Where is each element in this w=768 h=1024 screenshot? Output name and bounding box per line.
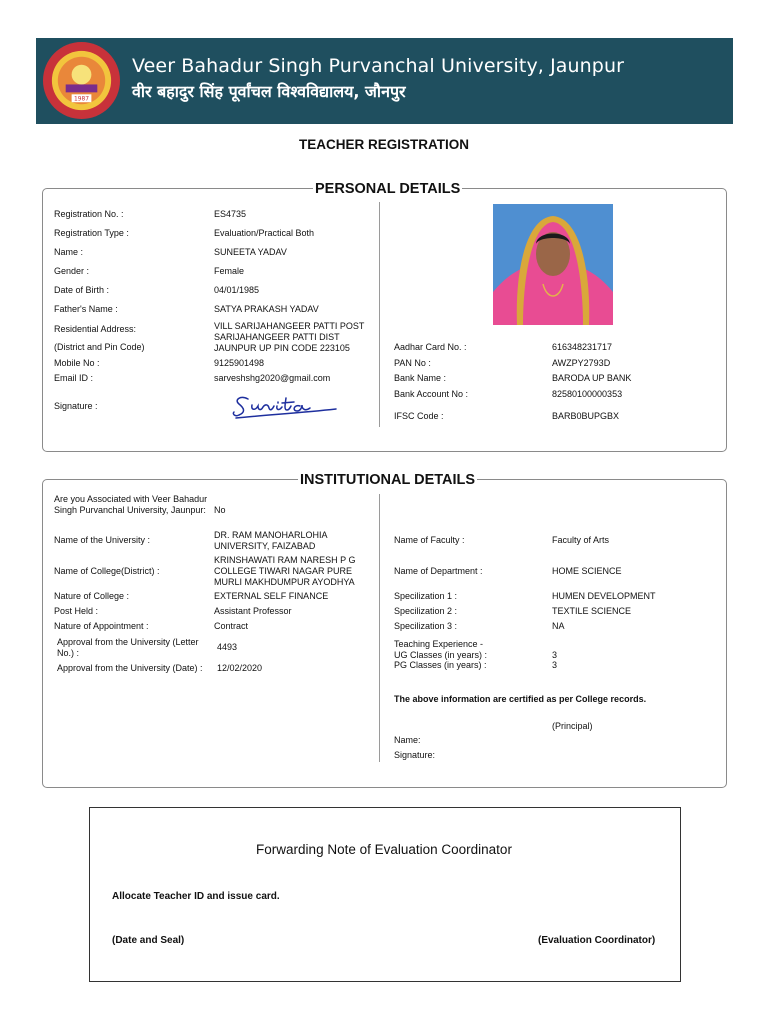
mobile-value: 9125901498 — [214, 358, 265, 368]
department-label: Name of Department : — [394, 566, 483, 576]
father-name-label: Father's Name : — [54, 304, 118, 314]
bank-name-label: Bank Name : — [394, 373, 447, 383]
mobile-label: Mobile No : — [54, 358, 100, 368]
address-value: VILL SARIJAHANGEER PATTI POST SARIJAHANGEER PATTI DIST JAUNPUR UP PIN CODE 223105 — [214, 321, 365, 353]
name-value: SUNEETA YADAV — [214, 247, 287, 257]
svg-text:1987: 1987 — [73, 96, 90, 103]
signature-label: Signature : — [54, 401, 98, 411]
dob-value: 04/01/1985 — [214, 285, 260, 295]
email-value: sarveshshg2020@gmail.com — [214, 373, 331, 383]
approval-letter-label: Approval from the University (Letter No.) : — [57, 637, 199, 658]
registration-no-value: ES4735 — [214, 209, 247, 219]
department-value: HOME SCIENCE — [552, 566, 622, 576]
university-label: Name of the University : — [54, 535, 151, 545]
signature-image — [230, 391, 342, 423]
nature-college-value: EXTERNAL SELF FINANCE — [214, 591, 329, 601]
specialization-1-value: HUMEN DEVELOPMENT — [552, 591, 656, 601]
form-title: TEACHER REGISTRATION — [298, 137, 469, 152]
faculty-label: Name of Faculty : — [394, 535, 465, 545]
nature-college-label: Nature of College : — [54, 591, 130, 601]
pg-classes-label: PG Classes (in years) : — [394, 660, 487, 670]
post-held-label: Post Held : — [54, 606, 99, 616]
dob-label: Date of Birth : — [54, 285, 110, 295]
specialization-2-value: TEXTILE SCIENCE — [552, 606, 632, 616]
bank-account-label: Bank Account No : — [394, 389, 469, 399]
column-divider — [379, 494, 380, 762]
ifsc-label: IFSC Code : — [394, 411, 444, 421]
gender-value: Female — [214, 266, 245, 276]
pg-classes-value: 3 — [552, 660, 558, 670]
personal-details-legend: PERSONAL DETAILS — [315, 181, 461, 197]
ug-classes-label: UG Classes (in years) : — [394, 650, 488, 660]
institutional-details-legend: INSTITUTIONAL DETAILS — [300, 472, 476, 488]
specialization-1-label: Specilization 1 : — [394, 591, 458, 601]
aadhar-value: 616348231717 — [552, 342, 613, 352]
evaluation-coordinator-label: (Evaluation Coordinator) — [538, 935, 656, 946]
university-value: DR. RAM MANOHARLOHIA UNIVERSITY, FAIZABAD — [214, 530, 328, 551]
appointment-value: Contract — [214, 621, 249, 631]
institutional-details-box — [42, 479, 727, 788]
bank-name-value: BARODA UP BANK — [552, 373, 632, 383]
bank-account-value: 82580100000353 — [552, 389, 623, 399]
forwarding-note-title: Forwarding Note of Evaluation Coordinator — [256, 842, 512, 857]
aadhar-label: Aadhar Card No. : — [394, 342, 467, 352]
associated-value: No — [214, 505, 226, 515]
university-name-hindi: वीर बहादुर सिंह पूर्वांचल विश्वविद्यालय, जौनपुर — [132, 82, 406, 101]
ifsc-value: BARB0BUPGBX — [552, 411, 620, 421]
personal-details-box — [42, 188, 727, 452]
email-label: Email ID : — [54, 373, 94, 383]
pan-label: PAN No : — [394, 358, 431, 368]
approval-date-value: 12/02/2020 — [217, 663, 263, 673]
registration-type-value: Evaluation/Practical Both — [214, 228, 315, 238]
certified-statement: The above information are certified as per College records. — [394, 694, 647, 704]
principal-signature-label: Signature: — [394, 750, 436, 760]
address-label: Residential Address: — [54, 324, 137, 334]
approval-date-label: Approval from the University (Date) : — [57, 663, 203, 673]
forwarding-note-text: Allocate Teacher ID and issue card. — [112, 891, 280, 902]
appointment-label: Nature of Appointment : — [54, 621, 149, 631]
applicant-photo — [493, 204, 613, 325]
date-seal-label: (Date and Seal) — [112, 935, 185, 946]
specialization-2-label: Specilization 2 : — [394, 606, 458, 616]
pan-value: AWZPY2793D — [552, 358, 611, 368]
approval-letter-value: 4493 — [217, 642, 238, 652]
college-value: KRINSHAWATI RAM NARESH P G COLLEGE TIWARI NAGAR PURE MURLI MAKHDUMPUR AYODHYA — [214, 555, 356, 587]
university-logo-icon — [42, 41, 121, 120]
teaching-experience-label: Teaching Experience - — [394, 639, 484, 649]
specialization-3-value: NA — [552, 621, 565, 631]
specialization-3-label: Specilization 3 : — [394, 621, 458, 631]
associated-label: Are you Associated with Veer Bahadur Singh Purvanchal University, Jaunpur: — [54, 494, 208, 515]
registration-no-label: Registration No. : — [54, 209, 124, 219]
registration-type-label: Registration Type : — [54, 228, 129, 238]
name-label: Name : — [54, 247, 84, 257]
faculty-value: Faculty of Arts — [552, 535, 610, 545]
principal-label: (Principal) — [552, 721, 593, 731]
gender-label: Gender : — [54, 266, 90, 276]
post-held-value: Assistant Professor — [214, 606, 292, 616]
college-label: Name of College(District) : — [54, 566, 160, 576]
university-name-english: Veer Bahadur Singh Purvanchal University, Jaunpur — [132, 55, 625, 77]
column-divider — [379, 202, 380, 427]
ug-classes-value: 3 — [552, 650, 558, 660]
address-label-district: (District and Pin Code) — [54, 342, 145, 352]
father-name-value: SATYA PRAKASH YADAV — [214, 304, 319, 314]
principal-name-label: Name: — [394, 735, 421, 745]
